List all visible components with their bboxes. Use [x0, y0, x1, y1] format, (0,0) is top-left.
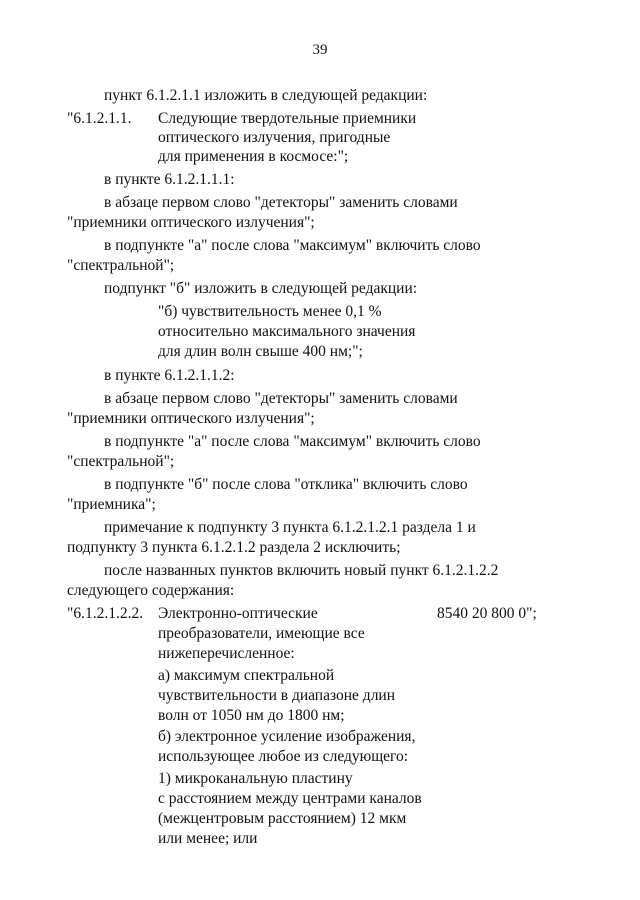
text-line: в подпункте "а" после слова "максимум" включить слово — [104, 433, 481, 450]
text-line: Следующие твердотельные приемники — [158, 110, 417, 127]
text-line: (межцентровым расстоянием) 12 мкм — [158, 810, 407, 827]
text-line: "спектральной"; — [67, 453, 175, 470]
text-line: подпункту 3 пункта 6.1.2.1.2 раздела 2 исключить; — [67, 539, 401, 556]
text-line: волн от 1050 нм до 1800 нм; — [158, 707, 345, 724]
text-line: в пункте 6.1.2.1.1.2: — [104, 367, 235, 384]
text-line: в абзаце первом слово "детекторы" заменить словами — [104, 390, 458, 407]
text-line: следующего содержания: — [67, 582, 235, 599]
text-line: пункт 6.1.2.1.1 изложить в следующей редакции: — [104, 87, 428, 104]
text-line: б) электронное усиление изображения, — [158, 728, 416, 745]
page-number: 39 — [312, 42, 328, 58]
text-line: после названных пунктов включить новый пункт 6.1.2.1.2.2 — [104, 562, 499, 579]
text-line: в подпункте "а" после слова "максимум" включить слово — [104, 237, 481, 254]
text-line: использующее любое из следующего: — [158, 748, 409, 765]
item-number: "6.1.2.1.2.2. — [67, 605, 144, 622]
item-number: "6.1.2.1.1. — [67, 110, 132, 127]
text-line: для длин волн свыше 400 нм;"; — [158, 343, 363, 360]
text-line: в абзаце первом слово "детекторы" заменить словами — [104, 194, 458, 211]
text-line: оптического излучения, пригодные — [158, 129, 391, 146]
text-line: нижеперечисленное: — [158, 645, 295, 662]
text-line: подпункт "б" изложить в следующей редакции: — [104, 280, 418, 297]
text-line: "приемники оптического излучения"; — [67, 214, 315, 231]
text-line: чувствительности в диапазоне длин — [158, 687, 396, 704]
text-line: Электронно-оптические — [158, 605, 318, 622]
text-line: "б) чувствительность менее 0,1 % — [158, 303, 382, 320]
text-line: "приемники оптического излучения"; — [67, 410, 315, 427]
text-line: для применения в космосе:"; — [158, 148, 349, 165]
text-line: "спектральной"; — [67, 257, 175, 274]
text-line: а) максимум спектральной — [158, 667, 335, 684]
text-line: "приемника"; — [67, 496, 156, 513]
text-line: относительно максимального значения — [158, 323, 416, 340]
text-line: 1) микроканальную пластину — [158, 770, 353, 787]
text-line: примечание к подпункту 3 пункта 6.1.2.1.2.1 раздела 1 и — [104, 519, 476, 536]
commodity-code: 8540 20 800 0"; — [437, 605, 537, 622]
text-line: в подпункте "б" после слова "отклика" включить слово — [104, 476, 468, 493]
text-line: или менее; или — [158, 830, 258, 847]
text-line: с расстоянием между центрами каналов — [158, 790, 422, 807]
text-line: преобразователи, имеющие все — [158, 625, 365, 642]
text-line: в пункте 6.1.2.1.1.1: — [104, 171, 235, 188]
